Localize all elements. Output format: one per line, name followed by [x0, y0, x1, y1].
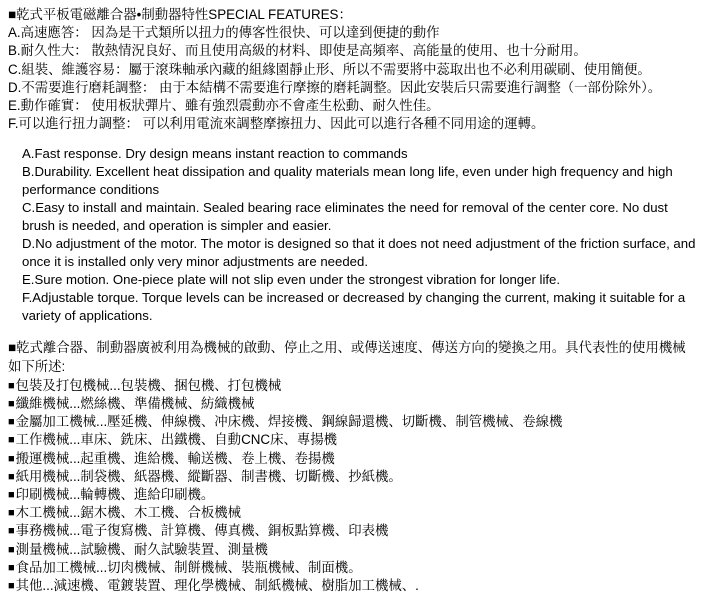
- list-item: [8, 271, 702, 289]
- intro-line: 如下所述:: [8, 358, 66, 374]
- machine-category-list: [8, 377, 702, 595]
- list-item-text: B.Durability. Excellent heat dissipation and quality materials mean long life, even under high frequency and high performance conditions: [22, 164, 673, 198]
- list-item-text: C.Easy to install and maintain. Sealed bearing race eliminates the need for removal of the center core. No dust brush is needed, and operation is simpler and easier.: [22, 200, 668, 234]
- list-item: ■ 事務機械...電子復寫機、計算機、傳真機、銅板點算機、印表機: [8, 522, 702, 540]
- list-item: [8, 235, 702, 271]
- bullet-square-icon: ■: [8, 7, 17, 22]
- intro-line: [8, 339, 702, 357]
- list-item: ■ 工作機械...車床、銑床、出鐵機、自動CNC床、專揚機: [8, 431, 702, 449]
- list-item-text: A.Fast response. Dry design means instant reaction to commands: [22, 146, 408, 162]
- list-item: ■ 金屬加工機械...壓延機、伸線機、冲床機、焊接機、鋼線歸還機、切斷機、制管機械、卷線機: [8, 413, 702, 431]
- list-item: ■ 纖維機械...燃絲機、準備機械、紡織機械: [8, 395, 702, 413]
- heading-english: SPECIAL FEATURES: [208, 7, 339, 22]
- list-item: ■ 其他...減速機、電鍍裝置、理化學機械、制紙機械、樹脂加工機械、.: [8, 577, 702, 595]
- list-item: A.高速應答： 因為是干式類所以扭力的傳客性很快、可以達到便捷的動作: [8, 25, 440, 41]
- applications-intro: [8, 339, 702, 375]
- list-item: C.組裝、維護容易：屬于滾珠軸承內藏的組緣園靜止形、所以不需要將中蕊取出也不必利用碳刷、使用簡便。: [8, 61, 651, 77]
- list-item-text: E.Sure motion. One-piece plate will not slip even under the strongest vibration for longer life.: [22, 272, 561, 288]
- list-item: ■ 木工機械...鋸木機、木工機、合板機械: [8, 504, 702, 522]
- list-item: [8, 289, 702, 325]
- english-features-list: [8, 145, 702, 325]
- bullet-dot-icon: •: [136, 7, 142, 22]
- list-item: ■ 食品加工機械...切肉機械、制餅機械、裝瓶機械、制面機。: [8, 559, 702, 577]
- list-item: [8, 145, 702, 163]
- list-item: ■ 測量機械...試驗機、耐久試驗裝置、測量機: [8, 541, 702, 559]
- features-heading: [8, 6, 702, 24]
- list-item: [8, 199, 702, 235]
- list-item: ■ 包裝及打包機械...包裝機、捆包機、打包機械: [8, 377, 702, 395]
- list-item: ■ 紙用機械...制袋機、紙器機、縱斷器、制書機、切斷機、抄紙機。: [8, 468, 702, 486]
- intro-text: 乾式離合器、制動器廣被利用為機械的啟動、停止之用、或傳送速度、傳送方向的變換之用。具代表性的使用機械: [16, 340, 686, 356]
- list-item: F.可以進行扭力調整： 可以利用電流來調整摩擦扭力、因此可以進行各種不同用途的運轉。: [8, 116, 545, 132]
- list-item: ■ 搬運機械...起重機、進給機、輸送機、卷上機、卷揚機: [8, 450, 702, 468]
- chinese-features-list: [8, 24, 702, 133]
- list-item: D.不需要進行磨耗調整： 由于本結構不需要進行摩擦的磨耗調整。因此安裝后只需要進行調整（一部份除外）。: [8, 79, 662, 95]
- heading-colon: ：: [338, 7, 352, 22]
- list-item: ■ 印刷機械...輪轉機、進給印刷機。: [8, 486, 702, 504]
- features-heading-section: [8, 6, 702, 24]
- heading-chinese-mid: 制動器特性: [141, 7, 209, 22]
- bullet-square-icon: ■: [8, 340, 17, 356]
- list-item-text: D.No adjustment of the motor. The motor is designed so that it does not need adjustment of the friction surface, and once it is installed only very minor adjustments are needed.: [22, 236, 696, 270]
- list-item-text: F.Adjustable torque. Torque levels can be increased or decreased by changing the current, making it suitable for a variety of applications.: [22, 290, 686, 324]
- list-item: [8, 163, 702, 199]
- heading-chinese-prefix: 乾式平板電磁離合器: [16, 7, 137, 22]
- list-item: E.動作確實： 使用板狀彈片、雖有強烈震動亦不會產生松動、耐久性佳。: [8, 98, 440, 114]
- list-item: B.耐久性大： 散熱情況良好、而且使用高級的材料、即使是高頻率、高能量的使用、也十分耐用。: [8, 43, 587, 59]
